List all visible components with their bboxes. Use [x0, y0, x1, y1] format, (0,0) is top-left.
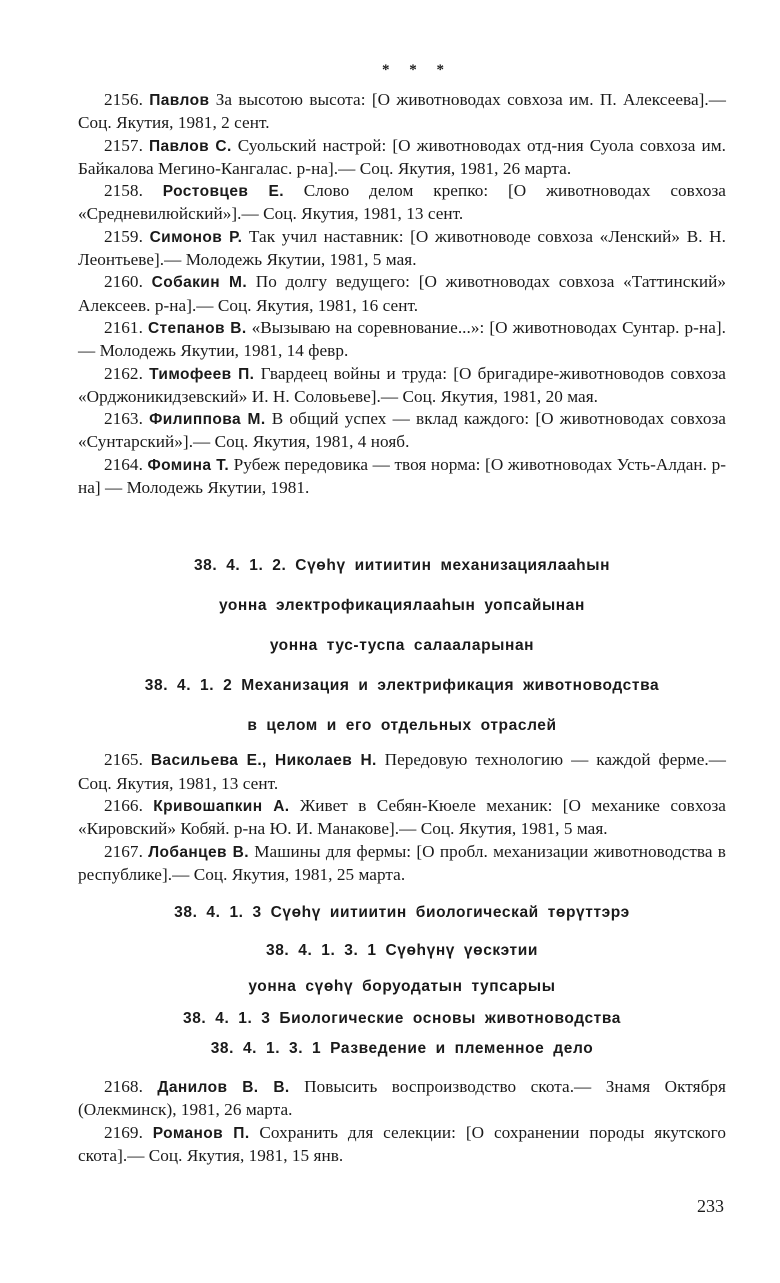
entry-author: Фомина Т.	[147, 456, 230, 474]
entry-number: 2160.	[104, 272, 143, 292]
entry-author: Павлов С.	[148, 137, 232, 155]
entry-author: Тимофеев П.	[149, 365, 255, 383]
section-heading-ru-biology: 38. 4. 1. 3 Биологические основы животноводства	[182, 1010, 622, 1028]
heading-line: уонна электрофикациялааһын уопсайынан	[219, 597, 585, 615]
bibliography-entry	[78, 226, 726, 272]
section-heading-ru-mechanization	[78, 677, 726, 735]
entry-text: Слово делом крепко: [О животноводах совхоза «Средневилюйский»].— Соц. Якутия, 1981, 13 сент.	[78, 181, 726, 224]
entry-text: По долгу ведущего: [О животноводах совхоза «Таттинский» Алексеев. р-на].— Соц. Якутия, 1981, 16 сент.	[78, 272, 726, 315]
entry-author: Романов П.	[152, 1124, 250, 1142]
entry-text: Рубеж передовика — твоя норма: [О животноводах Усть-Алдан. р-на] — Молодежь Якутии, 1981.	[78, 454, 726, 498]
section-heading-yakut-breeding	[78, 942, 726, 996]
entry-text: Передовую технологию — каждой ферме.— Соц. Якутия, 1981, 13 сент.	[78, 750, 726, 793]
entry-author: Степанов В.	[147, 319, 247, 337]
bibliography-entry	[78, 135, 726, 181]
entry-author: Ростовцев Е.	[162, 183, 284, 201]
entry-author: Лобанцев В.	[148, 843, 249, 861]
entry-text: Живет в Себян-Кюеле механик: [О механике совхоза «Кировский» Кобяй. р-на Ю. И. Манакове].— Соц. Якутия, 1981, 5 мая.	[78, 795, 726, 839]
entry-text: За высотою высота: [О животноводах совхоза им. П. Алексеева].— Соц. Якутия, 1981, 2 сент.	[78, 90, 726, 133]
bibliography-entry	[78, 89, 726, 135]
bibliography-entry	[78, 749, 726, 795]
entry-author: Васильева Е., Николаев Н.	[150, 752, 377, 770]
section-heading-yakut-biology: 38. 4. 1. 3 Сүөһү иитиитин биологическай төрүттэрэ	[174, 904, 630, 922]
entry-author: Павлов	[149, 92, 210, 109]
heading-line: в целом и его отдельных отраслей	[247, 717, 557, 735]
entry-number: 2156.	[104, 90, 143, 109]
entry-number: 2166.	[104, 795, 143, 815]
entry-author: Данилов В. В.	[157, 1079, 290, 1097]
bibliography-entry	[78, 271, 726, 317]
heading-line: 38. 4. 1. 3. 1 Сүөһүнү үөскэтии	[265, 942, 538, 960]
bibliography-entry	[78, 454, 726, 500]
entry-number: 2169.	[104, 1122, 143, 1142]
entry-text: Сохранить для селекции: [О сохранении породы якутского скота].— Соц. Якутия, 1981, 15 янв.	[78, 1122, 726, 1166]
entry-number: 2165.	[104, 750, 143, 770]
section-heading-ru-breeding: 38. 4. 1. 3. 1 Разведение и племенное дело	[210, 1040, 594, 1058]
entry-text: Гвардеец войны и труда: [О бригадире-животноводов совхоза «Орджоникидзевский» И. Н. Соловьеве].— Соц. Якутия, 1981, 20 мая.	[78, 363, 726, 406]
entry-text: Суольский настрой: [О животноводах отд-ния Суола совхоза им. Байкалова Мегино-Кангалас. р-на].— Соц. Якутия, 1981, 26 марта.	[78, 135, 726, 178]
entries-group-2	[78, 749, 726, 886]
entry-number: 2162.	[104, 363, 143, 383]
heading-line: уонна сүөһү боруодатын тупсарыы	[248, 978, 556, 996]
bibliography-entry	[78, 408, 726, 454]
bibliography-page	[78, 62, 726, 1167]
bibliography-entry	[78, 841, 726, 887]
entry-text: Так учил наставник: [О животноводе совхоза «Ленский» В. Н. Леонтьеве].— Молодежь Якутии, 1981, 5 мая.	[78, 226, 726, 270]
heading-line: 38. 4. 1. 2 Механизация и электрификация животноводства	[144, 677, 660, 695]
entry-number: 2161.	[104, 317, 143, 337]
entry-text: В общий успех — вклад каждого: [О животноводах совхоза «Сунтарский»].— Соц. Якутия, 1981, 4 нояб.	[78, 409, 726, 452]
entry-author: Собакин М.	[151, 274, 248, 292]
entry-author: Кривошапкин А.	[153, 797, 290, 815]
entry-number: 2158.	[104, 181, 143, 201]
bibliography-entry	[78, 1122, 726, 1168]
entries-group-3	[78, 1076, 726, 1167]
bibliography-entry	[78, 363, 726, 409]
entry-number: 2159.	[104, 226, 143, 246]
entry-text: Машины для фермы: [О пробл. механизации животноводства в республике].— Соц. Якутия, 1981, 25 марта.	[78, 841, 726, 884]
entry-author: Филиппова М.	[149, 411, 266, 429]
entry-number: 2163.	[104, 409, 143, 429]
page-number: 233	[697, 1196, 724, 1216]
entry-text: «Вызываю на соревнование...»: [О животноводах Сунтар. р-на].— Молодежь Якутии, 1981, 14 февр.	[78, 317, 726, 361]
entry-author: Симонов Р.	[149, 228, 243, 246]
entry-number: 2157.	[104, 135, 143, 155]
entry-number: 2164.	[104, 454, 143, 474]
entry-number: 2168.	[104, 1077, 143, 1097]
bibliography-entry	[78, 795, 726, 841]
entries-group-1	[78, 89, 726, 499]
heading-line: уонна тус-туспа салааларынан	[269, 637, 535, 655]
bibliography-entry	[78, 180, 726, 226]
heading-line: 38. 4. 1. 2. Сүөһү иитиитин механизациялааһын	[193, 557, 611, 575]
bibliography-entry	[78, 317, 726, 363]
entry-text: Повысить воспроизводство скота.— Знамя Октября (Олекминск), 1981, 26 марта.	[78, 1077, 726, 1120]
section-heading-yakut-mechanization	[78, 557, 726, 655]
bibliography-entry	[78, 1076, 726, 1122]
section-separator: * * *	[382, 62, 452, 78]
entry-number: 2167.	[104, 841, 143, 861]
